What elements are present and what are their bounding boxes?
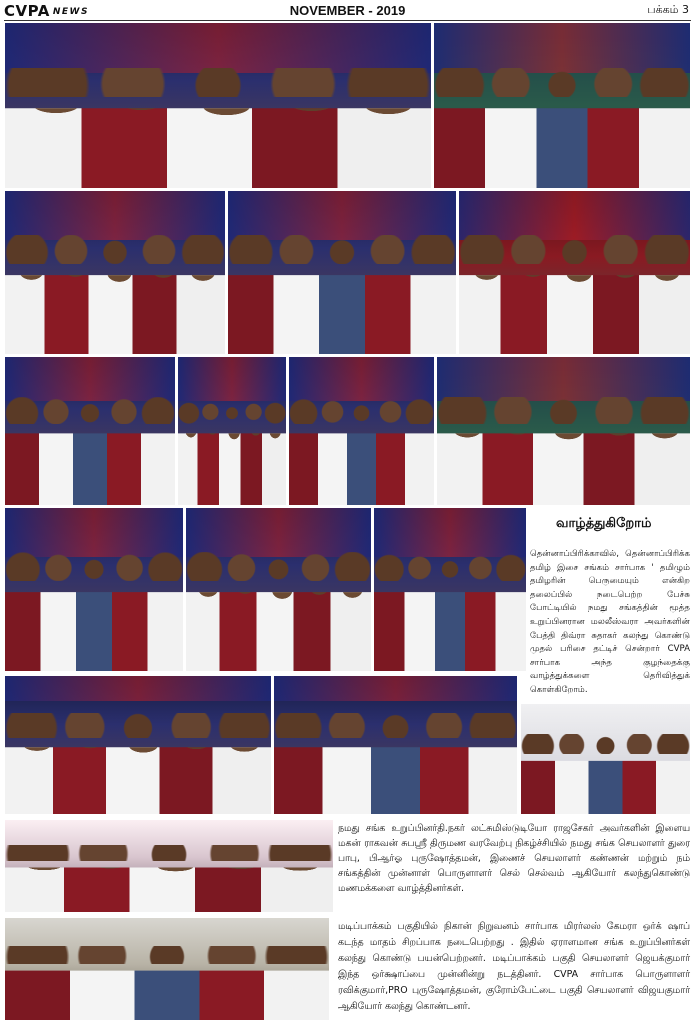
photo-felicitation-1 [5,23,431,188]
wishes-heading: வாழ்த்துகிறோம் [556,516,652,531]
photo-shawl-2 [178,357,286,505]
photo-camera-workshop [5,918,329,1020]
photo-memento-1 [5,508,183,671]
header-rule [4,20,691,21]
photo-speaker [437,357,690,505]
issue-month: NOVEMBER - 2019 [289,3,406,18]
newsletter-logo: CVPA NEWS [4,2,89,20]
wedding-article: நமது சங்க உறுப்பினர்தி.நகர் லட்சுமிஸ்டுடியோ ராஜசேகர் அவர்களின் இளைய மகன் ராகவன் சுபஸ்ரீ திருமண வரவேற்பு நிகழ்ச்சியில் நமது சங்க செயலாளர் துரை பாபு, பிஆர்ஓ புருஷோத்தமன், இணைச் செயலாளர் கண்ணன் மற்றும் நம் சங்கத்தின் முன்னாள் பொருளாளர் செல் செல்வம் ஆகியோர் கலந்துகொண்டு மணமக்களை வாழ்த்தினர்கள். [338,823,690,894]
photo-group-stage-1 [5,676,271,814]
photo-award-2 [228,191,456,354]
wishes-article: தென்னாப்பிரிக்காவில், தென்னாப்பிரிக்க தமிழ் இசை சங்கம் சார்பாக ' தமிழும் தமிழரின் பெருமையும் என்கிற தலைப்பில் நடைபெற்ற பேச்சு போட்டியில் நமது சங்கத்தின் மூத்த உறுப்பினரான மலலீஸ்வரா அவர்களின் பேத்தி திவ்ரா சுதாகர் கலந்து கொண்டு முதல் பரிசை தட்டிச் சென்றார் CVPA சார்பாக அந்த குழந்தைக்கு வாழ்த்துக்களை தெரிவித்துக் கொள்கிறோம். [530,549,690,695]
photo-prize-child [521,704,690,814]
page-number: பக்கம் 3 [647,3,689,16]
photo-shawl-1 [5,357,175,505]
logo-suffix: NEWS [52,7,89,17]
photo-group-stage-2 [274,676,517,814]
workshop-article: மடிப்பாக்கம் பகுதியில் நிகான் நிறுவனம் சார்பாக மிரர்லஸ் கேமரா ஒர்க் ஷாப் கடந்த மாதம் சிறப்பாக நடைபெற்றது . இதில் ஏராளமான சங்க உறுப்பினர்கள் கலந்து கொண்டு பயன்பெற்றனர். மடிப்பாக்கம் பகுதி செயலாளர் ஜெயக்குமார் இந்த ஒர்க்ஷாப்பை முன்னின்று நடத்தினர். CVPA சார்பாக பொருளாளர் ரவிக்குமார்,PRO புருஷோத்தமன், குரோம்பேட்டை பகுதி செயலாளர் விஜயகுமார் ஆகியோர் கலந்து கொண்டனர். [338,921,690,1012]
photo-award-1 [5,191,225,354]
photo-shawl-3 [289,357,434,505]
photo-felicitation-2 [434,23,690,188]
photo-wedding-reception [5,820,333,912]
photo-memento-3 [374,508,526,671]
photo-award-3 [459,191,690,354]
photo-memento-2 [186,508,371,671]
masthead [0,0,695,22]
